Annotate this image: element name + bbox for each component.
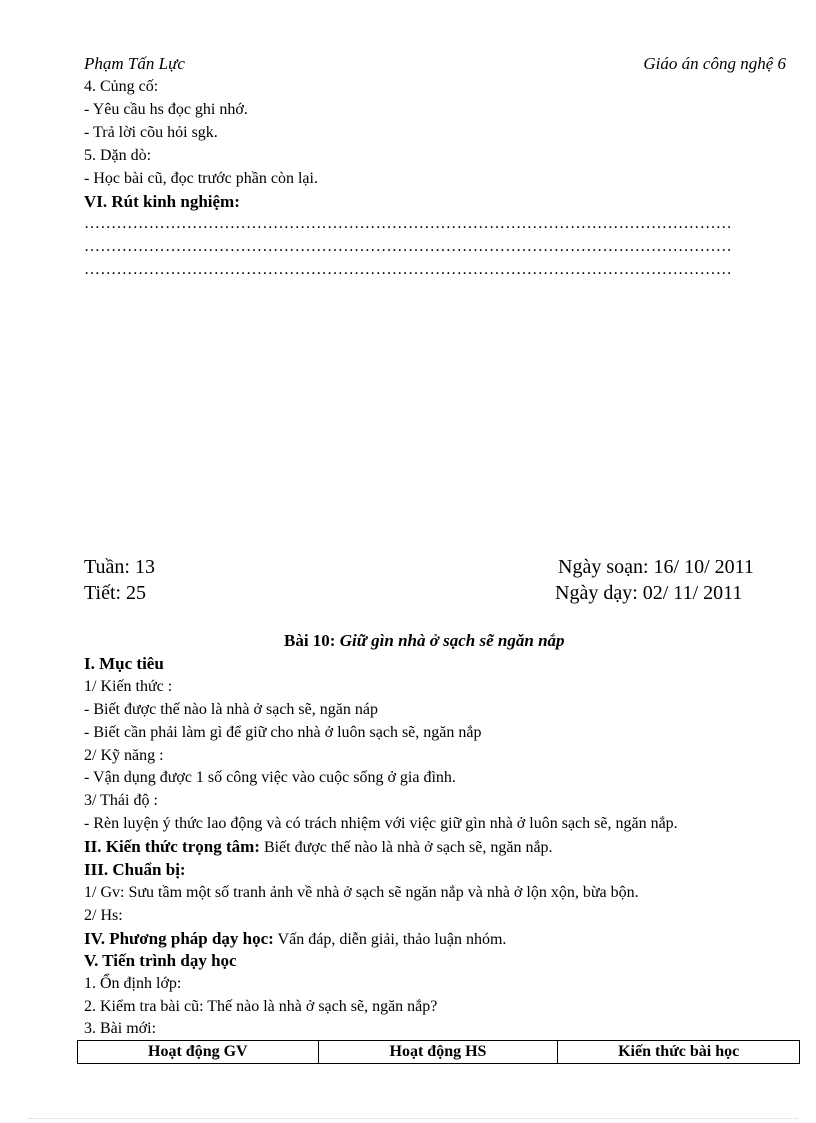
objective-knowledge-item-1: - Biết được thế nào là nhà ở sạch sẽ, ngăn náp [84, 701, 378, 718]
column-teacher-activity: Hoạt động GV [78, 1041, 319, 1064]
preparation-student: 2/ Hs: [84, 907, 123, 924]
procedure-step-3: 3. Bài mới: [84, 1020, 157, 1037]
methods-label: IV. Phương pháp dạy học: [84, 929, 274, 948]
section-objectives: I. Mục tiêu [84, 654, 164, 673]
prev-consolidate-heading: 4. Củng cố: [84, 78, 159, 95]
lesson-title-text: Giữ gìn nhà ở sạch sẽ ngăn nắp [339, 631, 565, 650]
objective-attitude-heading: 3/ Thái độ : [84, 792, 158, 809]
objective-knowledge-heading: 1/ Kiến thức : [84, 678, 173, 695]
section-key-knowledge [84, 837, 553, 858]
prev-consolidate-item-2: - Trả lời cõu hỏi sgk. [84, 124, 218, 141]
procedure-step-1: 1. Ổn định lớp: [84, 975, 182, 992]
section-methods [84, 929, 506, 950]
prev-consolidate-item-1: - Yêu cầu hs đọc ghi nhớ. [84, 101, 248, 118]
activities-table [77, 1040, 800, 1064]
dotted-line-1: ………………………………………………………………………………………………………… [84, 215, 732, 232]
header-author: Phạm Tấn Lực [84, 54, 185, 73]
page-bottom-divider [28, 1118, 798, 1119]
methods-text: Vấn đáp, diễn giải, thảo luận nhóm. [273, 931, 507, 948]
column-lesson-knowledge: Kiến thức bài học [558, 1041, 800, 1064]
dotted-line-2: ………………………………………………………………………………………………………… [84, 238, 732, 255]
teach-date: Ngày dạy: 02/ 11/ 2011 [555, 582, 743, 604]
objective-skills-item: - Vận dụng được 1 số công việc vào cuộc sống ở gia đình. [84, 769, 456, 786]
objective-knowledge-item-2: - Biết cần phải làm gì để giữ cho nhà ở luôn sạch sẽ, ngăn nắp [84, 724, 482, 741]
period-number: Tiết: 25 [84, 582, 147, 604]
section-preparation: III. Chuẩn bị: [84, 860, 186, 879]
key-knowledge-label: II. Kiến thức trọng tâm: [84, 837, 260, 856]
section-procedure: V. Tiến trình dạy học [84, 951, 237, 970]
preparation-teacher: 1/ Gv: Sưu tầm một số tranh ảnh về nhà ở sạch sẽ ngăn nắp và nhà ở lộn xộn, bừa bộn. [84, 884, 639, 901]
lesson-title [284, 631, 565, 651]
header-doc-title: Giáo án công nghệ 6 [643, 54, 786, 73]
objective-attitude-item: - Rèn luyện ý thức lao động và có trách nhiệm với việc giữ gìn nhà ở luôn sạch sẽ, ngăn nắp. [84, 815, 678, 832]
objective-skills-heading: 2/ Kỹ năng : [84, 747, 164, 764]
table-header-row [78, 1041, 800, 1064]
lesson-title-prefix: Bài 10: [284, 631, 336, 650]
prep-date: Ngày soạn: 16/ 10/ 2011 [558, 556, 754, 578]
prev-homework-item: - Học bài cũ, đọc trước phần còn lại. [84, 170, 318, 187]
week-number: Tuần: 13 [84, 556, 155, 578]
dotted-line-3: ………………………………………………………………………………………………………… [84, 261, 732, 278]
procedure-step-2: 2. Kiểm tra bài cũ: Thế nào là nhà ở sạch sẽ, ngăn nắp? [84, 998, 438, 1015]
key-knowledge-text: Biết được thế nào là nhà ở sạch sẽ, ngăn nắp. [259, 839, 553, 856]
column-student-activity: Hoạt động HS [318, 1041, 558, 1064]
prev-experience-heading: VI. Rút kinh nghiệm: [84, 192, 240, 211]
prev-homework-heading: 5. Dặn dò: [84, 147, 152, 164]
